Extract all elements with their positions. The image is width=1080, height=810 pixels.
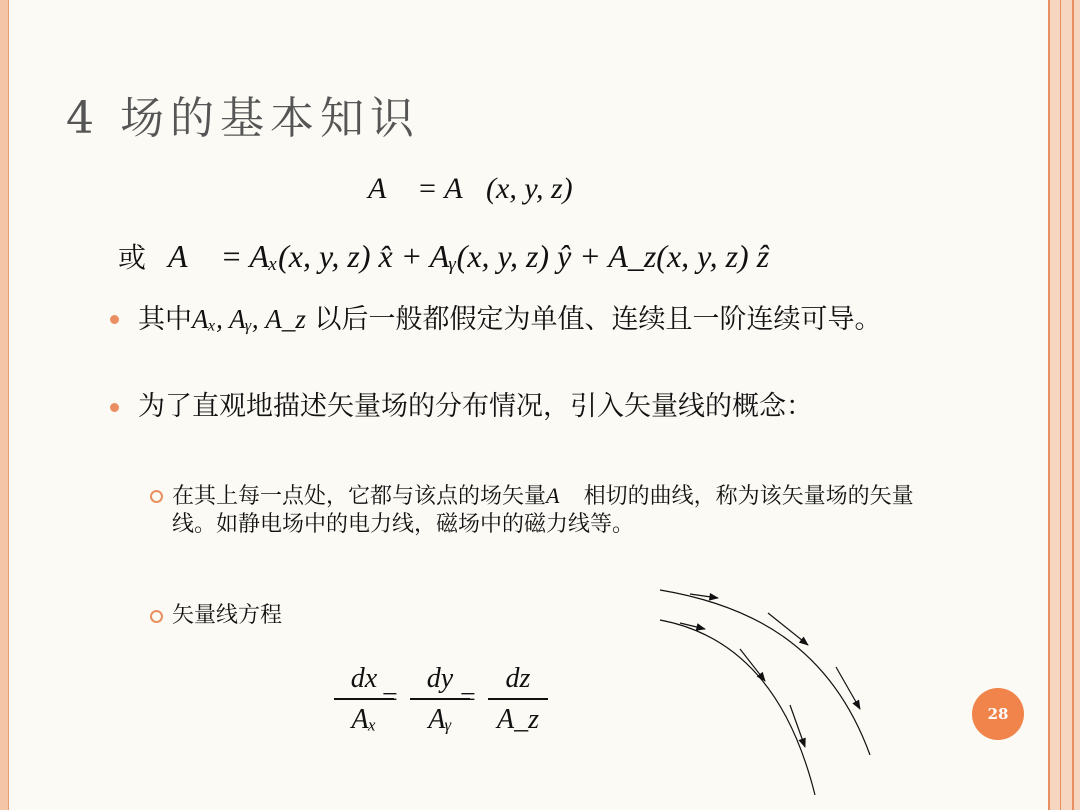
arrow-3 bbox=[836, 667, 860, 709]
fraction-numerator: dy bbox=[426, 663, 454, 694]
bullet1-post: 以后一般都假定为单值、连续且一阶连续可导。 bbox=[305, 304, 882, 335]
equation-components: A⃗ = Aₓ(x, y, z) x̂ + Aᵧ(x, y, z) ŷ + A_z(x, y, z) ẑ bbox=[168, 238, 770, 274]
left-border bbox=[0, 0, 9, 810]
fraction-denominator: Aₓ bbox=[351, 703, 377, 735]
equation-components-line bbox=[118, 236, 769, 276]
slide-title: 4 场的基本知识 bbox=[66, 93, 420, 144]
page-number-badge: 28 bbox=[972, 688, 1024, 740]
sub2-text: 矢量线方程 bbox=[172, 603, 283, 628]
sub1-post: 相切的曲线，称为该矢量场的矢量线。如静电场中的电力线，磁场中的磁力线等。 bbox=[172, 484, 914, 537]
equals-sign: = bbox=[382, 682, 398, 713]
fraction-numerator: dx bbox=[350, 663, 378, 694]
bullet2-text: 为了直观地描述矢量场的分布情况，引入矢量线的概念： bbox=[138, 391, 813, 422]
vector-line-inner bbox=[660, 620, 815, 795]
bullet1-math: Aₓ, Aᵧ, A_z bbox=[192, 304, 306, 334]
bullet1-pre: 其中 bbox=[138, 304, 192, 335]
or-label: 或 bbox=[118, 241, 147, 274]
fraction-dz bbox=[488, 662, 548, 736]
sub1-pre: 在其上每一点处，它都与该点的场矢量 bbox=[172, 484, 547, 509]
sub-bullet-ring bbox=[150, 610, 163, 623]
sub1-math: A⃗ bbox=[546, 483, 577, 508]
bullet-dot bbox=[110, 315, 119, 324]
bullet-dot bbox=[110, 403, 119, 412]
fraction-denominator: Aᵧ bbox=[428, 703, 452, 735]
fraction-numerator: dz bbox=[505, 663, 531, 694]
vector-lines-diagram bbox=[650, 585, 890, 800]
right-border bbox=[1044, 0, 1080, 810]
equals-sign: = bbox=[460, 682, 476, 713]
arrow-5 bbox=[740, 649, 765, 681]
equation-main: A⃗ = A⃗(x, y, z) bbox=[368, 172, 573, 205]
fraction-bar bbox=[488, 698, 548, 700]
sub-bullet-ring bbox=[150, 490, 163, 503]
fraction-denominator: A_z bbox=[497, 703, 539, 735]
